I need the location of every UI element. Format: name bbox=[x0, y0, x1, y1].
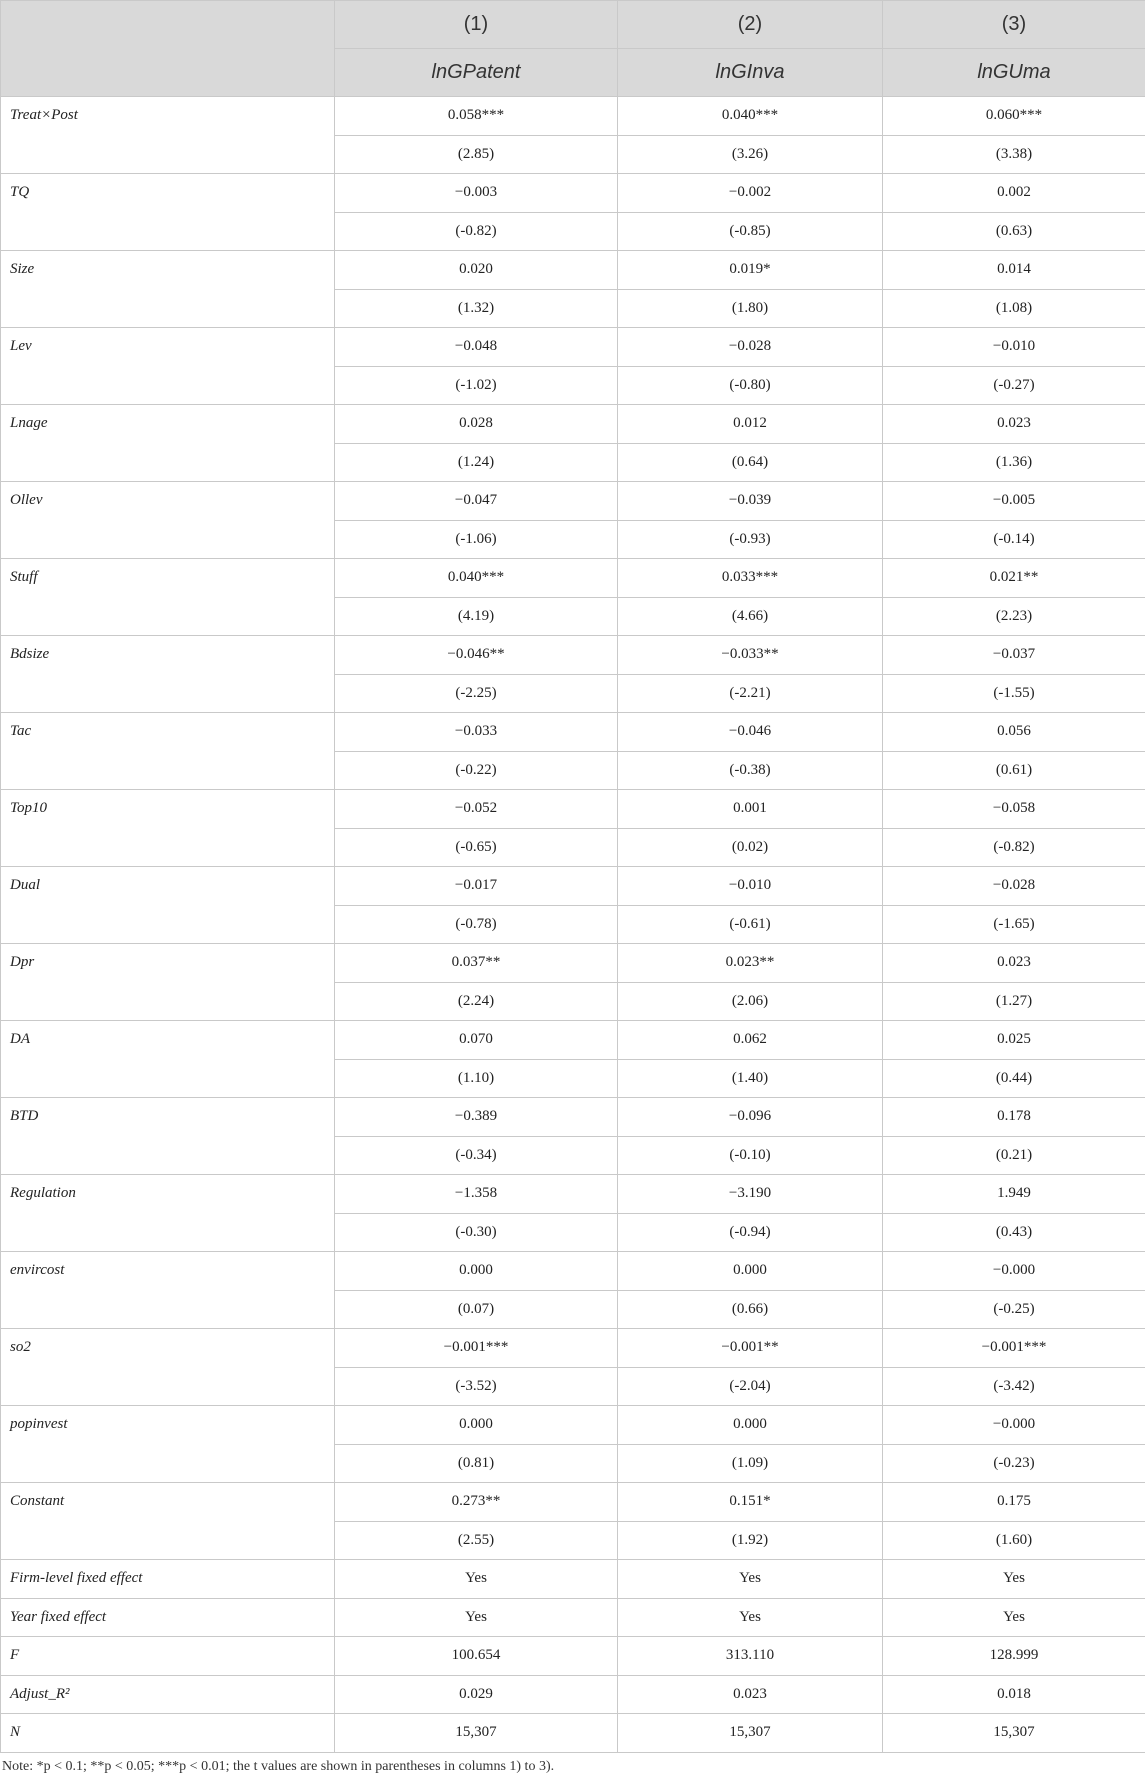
coefficient-cell: −0.389 bbox=[335, 1098, 618, 1137]
t-value-cell: (-0.82) bbox=[883, 828, 1145, 867]
coefficient-cell: −0.003 bbox=[335, 174, 618, 213]
t-value-cell: (-2.25) bbox=[335, 674, 618, 713]
coefficient-cell: 0.000 bbox=[618, 1252, 883, 1291]
t-value-cell: (2.55) bbox=[335, 1521, 618, 1560]
coefficient-cell: −0.058 bbox=[883, 790, 1145, 829]
table-row bbox=[1, 482, 1145, 521]
stat-value: Yes bbox=[883, 1560, 1145, 1599]
coefficient-cell: −3.190 bbox=[618, 1175, 883, 1214]
coefficient-cell: 0.023 bbox=[883, 405, 1145, 444]
t-value-cell: (1.92) bbox=[618, 1521, 883, 1560]
t-value-cell: (0.44) bbox=[883, 1059, 1145, 1098]
coefficient-cell: 0.028 bbox=[335, 405, 618, 444]
column-name: lnGInva bbox=[618, 49, 883, 97]
t-value-cell: (-2.21) bbox=[618, 674, 883, 713]
coefficient-cell: 0.062 bbox=[618, 1021, 883, 1060]
t-value-cell: (0.61) bbox=[883, 751, 1145, 790]
coefficient-cell: −0.010 bbox=[883, 328, 1145, 367]
table-row bbox=[1, 1483, 1145, 1522]
coefficient-cell: −0.028 bbox=[883, 867, 1145, 906]
coefficient-cell: −0.039 bbox=[618, 482, 883, 521]
table-row bbox=[1, 405, 1145, 444]
table-note: Note: *p < 0.1; **p < 0.05; ***p < 0.01; the t values are shown in parentheses in columns 1) to 3). bbox=[2, 1758, 555, 1774]
coefficient-cell: 0.056 bbox=[883, 713, 1145, 752]
coefficient-cell: 0.060*** bbox=[883, 97, 1145, 136]
stat-value: Yes bbox=[335, 1560, 618, 1599]
table-row bbox=[1, 867, 1145, 906]
table-row bbox=[1, 636, 1145, 675]
variable-name: BTD bbox=[1, 1098, 335, 1175]
stat-row bbox=[1, 1675, 1145, 1714]
t-value-cell: (4.66) bbox=[618, 597, 883, 636]
coefficient-cell: 0.025 bbox=[883, 1021, 1145, 1060]
table-row bbox=[1, 1021, 1145, 1060]
t-value-cell: (-0.10) bbox=[618, 1136, 883, 1175]
t-value-cell: (-1.55) bbox=[883, 674, 1145, 713]
t-value-cell: (1.09) bbox=[618, 1444, 883, 1483]
coefficient-cell: −0.001*** bbox=[335, 1329, 618, 1368]
variable-name: Constant bbox=[1, 1483, 335, 1560]
coefficient-cell: 1.949 bbox=[883, 1175, 1145, 1214]
stat-value: 0.029 bbox=[335, 1675, 618, 1714]
coefficient-cell: −0.096 bbox=[618, 1098, 883, 1137]
t-value-cell: (-3.52) bbox=[335, 1367, 618, 1406]
column-number: (2) bbox=[618, 1, 883, 49]
t-value-cell: (1.80) bbox=[618, 289, 883, 328]
coefficient-cell: 0.033*** bbox=[618, 559, 883, 598]
variable-name: envircost bbox=[1, 1252, 335, 1329]
t-value-cell: (-0.27) bbox=[883, 366, 1145, 405]
stat-value: Yes bbox=[335, 1598, 618, 1637]
t-value-cell: (2.24) bbox=[335, 982, 618, 1021]
coefficient-cell: −0.037 bbox=[883, 636, 1145, 675]
stat-value: 15,307 bbox=[618, 1714, 883, 1753]
stat-value: 15,307 bbox=[335, 1714, 618, 1753]
variable-name: Dual bbox=[1, 867, 335, 944]
coefficient-cell: −0.017 bbox=[335, 867, 618, 906]
coefficient-cell: 0.000 bbox=[618, 1406, 883, 1445]
coefficient-cell: 0.175 bbox=[883, 1483, 1145, 1522]
t-value-cell: (-0.94) bbox=[618, 1213, 883, 1252]
t-value-cell: (0.02) bbox=[618, 828, 883, 867]
t-value-cell: (-0.23) bbox=[883, 1444, 1145, 1483]
t-value-cell: (-0.80) bbox=[618, 366, 883, 405]
stat-name: N bbox=[1, 1714, 335, 1753]
table-row bbox=[1, 790, 1145, 829]
variable-name: Dpr bbox=[1, 944, 335, 1021]
coefficient-cell: −0.000 bbox=[883, 1252, 1145, 1291]
t-value-cell: (-1.02) bbox=[335, 366, 618, 405]
table-body bbox=[1, 97, 1145, 1753]
table-row bbox=[1, 1329, 1145, 1368]
table-row bbox=[1, 97, 1145, 136]
t-value-cell: (-0.38) bbox=[618, 751, 883, 790]
table-row bbox=[1, 1406, 1145, 1445]
t-value-cell: (0.81) bbox=[335, 1444, 618, 1483]
coefficient-cell: 0.014 bbox=[883, 251, 1145, 290]
stat-row bbox=[1, 1560, 1145, 1599]
stat-value: Yes bbox=[618, 1598, 883, 1637]
stat-row bbox=[1, 1714, 1145, 1753]
coefficient-cell: −0.005 bbox=[883, 482, 1145, 521]
header-stub bbox=[1, 1, 335, 97]
coefficient-cell: −0.033 bbox=[335, 713, 618, 752]
coefficient-cell: 0.151* bbox=[618, 1483, 883, 1522]
coefficient-cell: −0.046 bbox=[618, 713, 883, 752]
coefficient-cell: 0.273** bbox=[335, 1483, 618, 1522]
t-value-cell: (-0.65) bbox=[335, 828, 618, 867]
variable-name: Regulation bbox=[1, 1175, 335, 1252]
variable-name: Size bbox=[1, 251, 335, 328]
t-value-cell: (-0.93) bbox=[618, 520, 883, 559]
variable-name: DA bbox=[1, 1021, 335, 1098]
stat-value: 0.018 bbox=[883, 1675, 1145, 1714]
stat-value: 0.023 bbox=[618, 1675, 883, 1714]
column-number: (1) bbox=[335, 1, 618, 49]
t-value-cell: (0.64) bbox=[618, 443, 883, 482]
stat-name: Firm-level fixed effect bbox=[1, 1560, 335, 1599]
t-value-cell: (1.32) bbox=[335, 289, 618, 328]
coefficient-cell: −0.002 bbox=[618, 174, 883, 213]
stat-value: Yes bbox=[883, 1598, 1145, 1637]
table-row bbox=[1, 1098, 1145, 1137]
coefficient-cell: 0.023** bbox=[618, 944, 883, 983]
coefficient-cell: 0.023 bbox=[883, 944, 1145, 983]
t-value-cell: (0.21) bbox=[883, 1136, 1145, 1175]
variable-name: popinvest bbox=[1, 1406, 335, 1483]
column-number: (3) bbox=[883, 1, 1145, 49]
coefficient-cell: 0.070 bbox=[335, 1021, 618, 1060]
stat-row bbox=[1, 1637, 1145, 1676]
coefficient-cell: −0.033** bbox=[618, 636, 883, 675]
t-value-cell: (-3.42) bbox=[883, 1367, 1145, 1406]
coefficient-cell: 0.001 bbox=[618, 790, 883, 829]
coefficient-cell: 0.040*** bbox=[335, 559, 618, 598]
coefficient-cell: −0.001*** bbox=[883, 1329, 1145, 1368]
variable-name: TQ bbox=[1, 174, 335, 251]
table-row bbox=[1, 174, 1145, 213]
coefficient-cell: −0.001** bbox=[618, 1329, 883, 1368]
table-header bbox=[1, 1, 1145, 97]
t-value-cell: (0.66) bbox=[618, 1290, 883, 1329]
variable-name: Tac bbox=[1, 713, 335, 790]
t-value-cell: (1.24) bbox=[335, 443, 618, 482]
coefficient-cell: 0.000 bbox=[335, 1406, 618, 1445]
stat-name: Adjust_R² bbox=[1, 1675, 335, 1714]
coefficient-cell: −0.046** bbox=[335, 636, 618, 675]
t-value-cell: (-0.30) bbox=[335, 1213, 618, 1252]
t-value-cell: (0.43) bbox=[883, 1213, 1145, 1252]
coefficient-cell: 0.040*** bbox=[618, 97, 883, 136]
table-row bbox=[1, 1252, 1145, 1291]
t-value-cell: (2.23) bbox=[883, 597, 1145, 636]
variable-name: Lnage bbox=[1, 405, 335, 482]
table-row bbox=[1, 328, 1145, 367]
variable-name: so2 bbox=[1, 1329, 335, 1406]
t-value-cell: (1.40) bbox=[618, 1059, 883, 1098]
stat-name: Year fixed effect bbox=[1, 1598, 335, 1637]
stat-value: 313.110 bbox=[618, 1637, 883, 1676]
t-value-cell: (2.06) bbox=[618, 982, 883, 1021]
t-value-cell: (1.27) bbox=[883, 982, 1145, 1021]
t-value-cell: (1.36) bbox=[883, 443, 1145, 482]
t-value-cell: (-0.14) bbox=[883, 520, 1145, 559]
coefficient-cell: −1.358 bbox=[335, 1175, 618, 1214]
variable-name: Bdsize bbox=[1, 636, 335, 713]
coefficient-cell: −0.047 bbox=[335, 482, 618, 521]
coefficient-cell: 0.037** bbox=[335, 944, 618, 983]
coefficient-cell: −0.052 bbox=[335, 790, 618, 829]
table-row bbox=[1, 944, 1145, 983]
variable-name: Top10 bbox=[1, 790, 335, 867]
t-value-cell: (-1.65) bbox=[883, 905, 1145, 944]
coefficient-cell: 0.002 bbox=[883, 174, 1145, 213]
variable-name: Ollev bbox=[1, 482, 335, 559]
t-value-cell: (-0.78) bbox=[335, 905, 618, 944]
coefficient-cell: 0.021** bbox=[883, 559, 1145, 598]
coefficient-cell: −0.000 bbox=[883, 1406, 1145, 1445]
t-value-cell: (-0.82) bbox=[335, 212, 618, 251]
table-row bbox=[1, 251, 1145, 290]
stat-name: F bbox=[1, 1637, 335, 1676]
t-value-cell: (-0.61) bbox=[618, 905, 883, 944]
variable-name: Treat×Post bbox=[1, 97, 335, 174]
stat-value: 100.654 bbox=[335, 1637, 618, 1676]
column-name: lnGUma bbox=[883, 49, 1145, 97]
table-row bbox=[1, 559, 1145, 598]
coefficient-cell: 0.020 bbox=[335, 251, 618, 290]
stat-value: Yes bbox=[618, 1560, 883, 1599]
t-value-cell: (-0.22) bbox=[335, 751, 618, 790]
t-value-cell: (3.38) bbox=[883, 135, 1145, 174]
t-value-cell: (-0.34) bbox=[335, 1136, 618, 1175]
coefficient-cell: −0.010 bbox=[618, 867, 883, 906]
t-value-cell: (-0.85) bbox=[618, 212, 883, 251]
stat-row bbox=[1, 1598, 1145, 1637]
coefficient-cell: 0.019* bbox=[618, 251, 883, 290]
t-value-cell: (0.07) bbox=[335, 1290, 618, 1329]
t-value-cell: (-2.04) bbox=[618, 1367, 883, 1406]
stat-value: 15,307 bbox=[883, 1714, 1145, 1753]
coefficient-cell: −0.028 bbox=[618, 328, 883, 367]
table-row bbox=[1, 713, 1145, 752]
coefficient-cell: 0.178 bbox=[883, 1098, 1145, 1137]
coefficient-cell: 0.000 bbox=[335, 1252, 618, 1291]
t-value-cell: (-0.25) bbox=[883, 1290, 1145, 1329]
t-value-cell: (0.63) bbox=[883, 212, 1145, 251]
stat-value: 128.999 bbox=[883, 1637, 1145, 1676]
variable-name: Lev bbox=[1, 328, 335, 405]
variable-name: Stuff bbox=[1, 559, 335, 636]
coefficient-cell: −0.048 bbox=[335, 328, 618, 367]
table-row bbox=[1, 1175, 1145, 1214]
t-value-cell: (1.60) bbox=[883, 1521, 1145, 1560]
t-value-cell: (4.19) bbox=[335, 597, 618, 636]
coefficient-cell: 0.058*** bbox=[335, 97, 618, 136]
column-name: lnGPatent bbox=[335, 49, 618, 97]
header-row-numbers bbox=[1, 1, 1145, 49]
t-value-cell: (2.85) bbox=[335, 135, 618, 174]
coefficient-cell: 0.012 bbox=[618, 405, 883, 444]
t-value-cell: (1.10) bbox=[335, 1059, 618, 1098]
t-value-cell: (-1.06) bbox=[335, 520, 618, 559]
t-value-cell: (3.26) bbox=[618, 135, 883, 174]
t-value-cell: (1.08) bbox=[883, 289, 1145, 328]
